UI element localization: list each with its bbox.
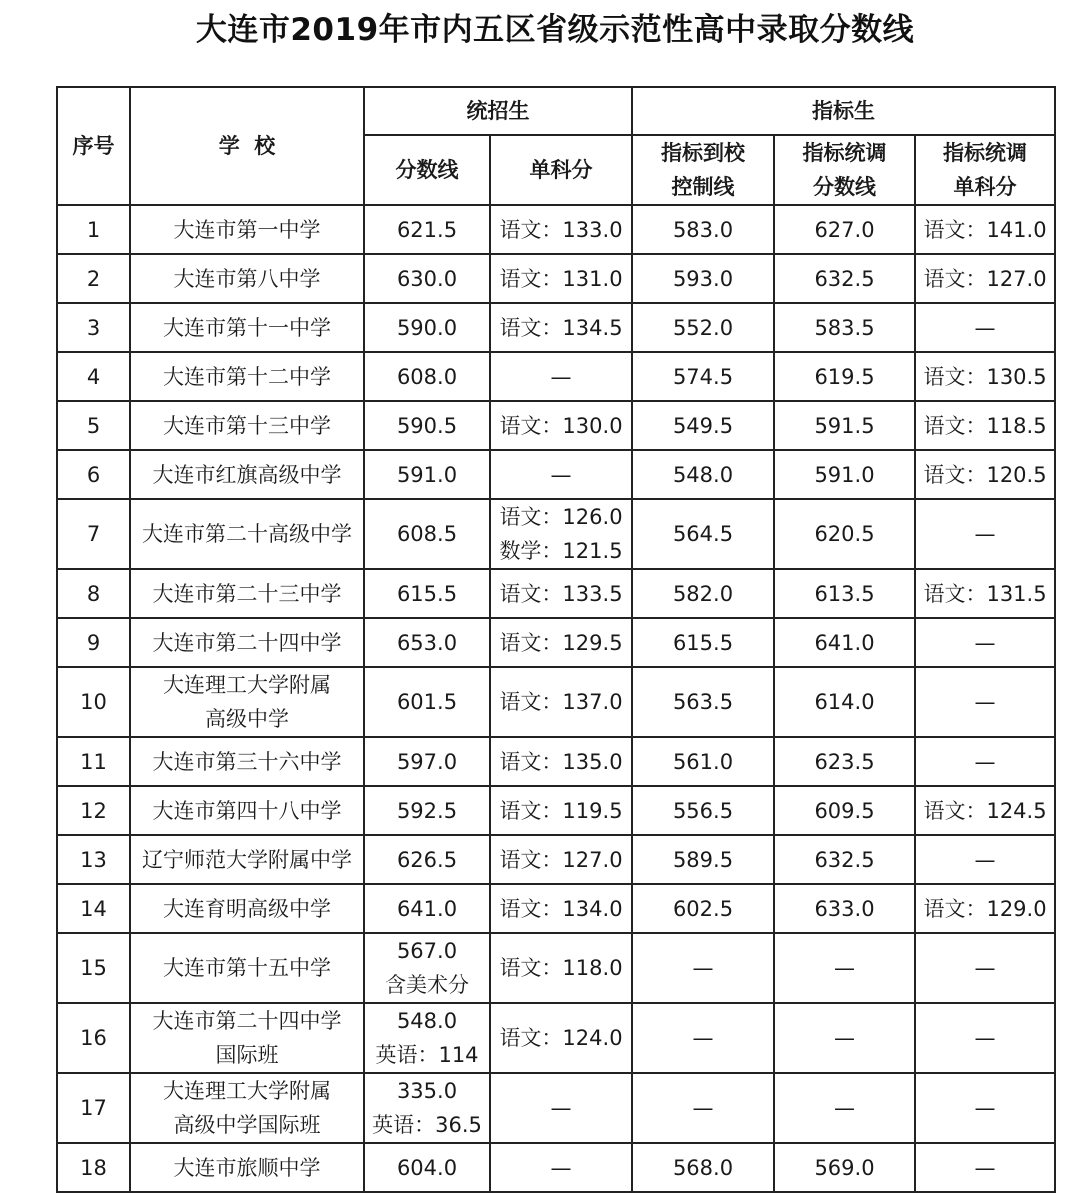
table-row (57, 1073, 1055, 1143)
cell-seq: 13 (57, 835, 130, 884)
cell-school (130, 303, 364, 352)
table-row (57, 884, 1055, 933)
cell-school (130, 499, 364, 569)
cell-score-line (364, 303, 490, 352)
cell-quota-adjust: 623.5 (774, 737, 915, 786)
cell-school-line: 大连理工大学附属 (163, 673, 331, 697)
cell-quota-adjust: 569.0 (774, 1143, 915, 1192)
cell-score-line (364, 1143, 490, 1192)
cell-quota-single: 语文：127.0 (915, 254, 1055, 303)
header-quota-single-line2: 单科分 (953, 175, 1017, 199)
cell-quota-single: — (915, 737, 1055, 786)
cell-score-line (364, 499, 490, 569)
table-row (57, 352, 1055, 401)
cell-single-subject-line: — (550, 1096, 572, 1120)
cell-single-subject (490, 569, 632, 618)
cell-single-subject (490, 499, 632, 569)
cell-school-line: 大连市第二十高级中学 (142, 522, 352, 546)
cell-quota-adjust: 627.0 (774, 205, 915, 254)
cell-seq: 6 (57, 450, 130, 499)
cell-school-line: 大连市红旗高级中学 (152, 462, 342, 487)
cell-quota-single: — (915, 835, 1055, 884)
cell-quota-control: 615.5 (632, 618, 774, 667)
cell-seq: 17 (57, 1073, 130, 1143)
cell-single-subject-line: — (550, 1155, 572, 1180)
cell-score-line-line: 含美术分 (385, 973, 469, 997)
cell-score-line-line: 548.0 (396, 1009, 458, 1033)
cell-single-subject-line: 语文：133.5 (499, 581, 623, 606)
table-row (57, 450, 1055, 499)
cell-score-line-line: 630.0 (396, 266, 458, 291)
cell-score-line-line: 590.0 (396, 315, 458, 340)
cell-single-subject (490, 786, 632, 835)
cell-quota-single: — (915, 303, 1055, 352)
cell-seq: 18 (57, 1143, 130, 1192)
cell-score-line-line: 591.0 (396, 462, 458, 487)
cell-score-line (364, 450, 490, 499)
cell-score-line (364, 352, 490, 401)
cell-score-line (364, 569, 490, 618)
cell-score-line (364, 1003, 490, 1073)
cell-quota-single: — (915, 1003, 1055, 1073)
cell-score-line-line: 590.5 (396, 413, 458, 438)
cell-school (130, 450, 364, 499)
cell-single-subject-line: 语文：126.0 (499, 505, 623, 529)
cell-seq: 10 (57, 667, 130, 737)
cell-score-line-line: 615.5 (396, 581, 458, 606)
cell-single-subject (490, 618, 632, 667)
cell-school-line: 辽宁师范大学附属中学 (142, 847, 352, 872)
table-row (57, 786, 1055, 835)
cell-school-line: 大连市第八中学 (173, 266, 321, 291)
cell-quota-single: — (915, 618, 1055, 667)
cell-score-line (364, 933, 490, 1003)
cell-score-line (364, 1073, 490, 1143)
cell-quota-adjust: 633.0 (774, 884, 915, 933)
header-school: 学 校 (130, 87, 364, 205)
cell-quota-single: — (915, 499, 1055, 569)
cell-score-line (364, 205, 490, 254)
cell-school (130, 786, 364, 835)
cell-quota-single: — (915, 1143, 1055, 1192)
cell-quota-single: 语文：124.5 (915, 786, 1055, 835)
table-row (57, 1003, 1055, 1073)
cell-quota-control: — (632, 1073, 774, 1143)
cell-school (130, 205, 364, 254)
cell-score-line (364, 737, 490, 786)
cell-school (130, 1003, 364, 1073)
cell-school (130, 1073, 364, 1143)
cell-score-line-line: 601.5 (396, 690, 458, 714)
cell-quota-adjust: — (774, 1073, 915, 1143)
cell-quota-single: 语文：130.5 (915, 352, 1055, 401)
cell-quota-adjust: 613.5 (774, 569, 915, 618)
cell-single-subject-line: 语文：134.5 (499, 315, 623, 340)
cell-quota-adjust: — (774, 933, 915, 1003)
cell-seq: 8 (57, 569, 130, 618)
cell-quota-control: 582.0 (632, 569, 774, 618)
cell-single-subject-line: 语文：137.0 (499, 690, 623, 714)
cell-single-subject-line: 语文：130.0 (499, 413, 623, 438)
cell-quota-single: — (915, 1073, 1055, 1143)
cell-score-line-line: 567.0 (396, 939, 458, 963)
cell-quota-single: 语文：129.0 (915, 884, 1055, 933)
cell-quota-single: 语文：120.5 (915, 450, 1055, 499)
cell-quota-adjust: 591.0 (774, 450, 915, 499)
cell-school (130, 884, 364, 933)
cell-school-line: 大连市第一中学 (173, 217, 321, 242)
cell-quota-single: 语文：131.5 (915, 569, 1055, 618)
cell-school (130, 933, 364, 1003)
cell-single-subject (490, 835, 632, 884)
cell-school-line: 大连市第二十四中学 (152, 630, 342, 655)
cell-single-subject (490, 1143, 632, 1192)
cell-score-line-line: 597.0 (396, 749, 458, 774)
table-row (57, 499, 1055, 569)
cell-school-line: 大连市第二十三中学 (152, 581, 342, 606)
cell-score-line-line: 608.0 (396, 364, 458, 389)
cell-quota-control: 561.0 (632, 737, 774, 786)
cell-quota-adjust: — (774, 1003, 915, 1073)
header-group-unified: 统招生 (364, 87, 632, 135)
cell-school (130, 1143, 364, 1192)
table-row (57, 835, 1055, 884)
cell-school (130, 401, 364, 450)
cell-seq: 5 (57, 401, 130, 450)
cell-school-line: 大连理工大学附属 (163, 1079, 331, 1103)
cell-quota-single: 语文：141.0 (915, 205, 1055, 254)
cell-quota-control: 556.5 (632, 786, 774, 835)
cell-single-subject (490, 303, 632, 352)
cell-score-line-line: 621.5 (396, 217, 458, 242)
cell-score-line (364, 835, 490, 884)
cell-single-subject-line: — (550, 364, 572, 389)
cell-school-line: 大连市旅顺中学 (173, 1155, 321, 1180)
cell-quota-control: 548.0 (632, 450, 774, 499)
cell-score-line-line: 641.0 (396, 896, 458, 921)
table-row (57, 303, 1055, 352)
cell-single-subject (490, 450, 632, 499)
table-row (57, 933, 1055, 1003)
cell-single-subject-line: 语文：124.0 (499, 1026, 623, 1050)
cell-score-line-line: 626.5 (396, 847, 458, 872)
cell-single-subject (490, 884, 632, 933)
cell-single-subject-line: 数学：121.5 (499, 539, 623, 563)
cell-score-line (364, 401, 490, 450)
cell-single-subject (490, 667, 632, 737)
cell-quota-single: — (915, 667, 1055, 737)
header-quota-adjust-line2: 分数线 (813, 175, 876, 199)
cell-quota-adjust: 641.0 (774, 618, 915, 667)
cell-single-subject-line: 语文：135.0 (499, 749, 623, 774)
header-score-line: 分数线 (364, 135, 490, 205)
cell-quota-control: — (632, 933, 774, 1003)
cell-school-line: 大连市第十五中学 (163, 956, 331, 980)
admission-score-table (56, 86, 1056, 1193)
cell-seq: 14 (57, 884, 130, 933)
cell-score-line-line: 英语：114 (375, 1043, 479, 1067)
cell-quota-control: 583.0 (632, 205, 774, 254)
cell-quota-control: 589.5 (632, 835, 774, 884)
cell-single-subject-line: 语文：134.0 (499, 896, 623, 921)
cell-school-line: 高级中学国际班 (173, 1113, 321, 1137)
cell-quota-control: 564.5 (632, 499, 774, 569)
cell-seq: 12 (57, 786, 130, 835)
table-row (57, 205, 1055, 254)
cell-school-line: 大连市第四十八中学 (152, 798, 342, 823)
table-row (57, 569, 1055, 618)
cell-single-subject (490, 933, 632, 1003)
header-quota-control-line2: 控制线 (671, 175, 735, 199)
cell-quota-control: 568.0 (632, 1143, 774, 1192)
cell-single-subject-line: — (550, 462, 572, 487)
cell-single-subject (490, 1003, 632, 1073)
cell-single-subject-line: 语文：119.5 (499, 798, 623, 823)
cell-quota-control: 563.5 (632, 667, 774, 737)
cell-quota-control: 602.5 (632, 884, 774, 933)
cell-single-subject (490, 352, 632, 401)
cell-score-line-line: 653.0 (396, 630, 458, 655)
cell-score-line (364, 254, 490, 303)
cell-score-line-line: 592.5 (396, 798, 458, 823)
table-row (57, 737, 1055, 786)
cell-single-subject-line: 语文：118.0 (499, 956, 623, 980)
table-row (57, 401, 1055, 450)
cell-quota-adjust: 620.5 (774, 499, 915, 569)
cell-single-subject (490, 737, 632, 786)
cell-quota-adjust: 632.5 (774, 254, 915, 303)
cell-quota-control: 552.0 (632, 303, 774, 352)
cell-quota-adjust: 614.0 (774, 667, 915, 737)
cell-school (130, 254, 364, 303)
cell-school (130, 352, 364, 401)
cell-school-line: 大连市第十二中学 (163, 364, 331, 389)
cell-quota-adjust: 619.5 (774, 352, 915, 401)
table-row (57, 254, 1055, 303)
cell-single-subject (490, 254, 632, 303)
header-quota-control-line1: 指标到校 (661, 141, 745, 165)
cell-quota-adjust: 632.5 (774, 835, 915, 884)
cell-school (130, 835, 364, 884)
cell-score-line-line: 604.0 (396, 1155, 458, 1180)
page-title: 大连市2019年市内五区省级示范性高中录取分数线 (195, 12, 915, 48)
cell-single-subject-line: 语文：129.5 (499, 630, 623, 655)
cell-single-subject (490, 1073, 632, 1143)
cell-score-line (364, 667, 490, 737)
cell-single-subject-line: 语文：131.0 (499, 266, 623, 291)
cell-school-line: 大连市第三十六中学 (152, 749, 342, 774)
cell-school (130, 737, 364, 786)
cell-quota-single: 语文：118.5 (915, 401, 1055, 450)
cell-seq: 1 (57, 205, 130, 254)
cell-school-line: 高级中学 (205, 707, 289, 731)
cell-score-line-line: 608.5 (396, 522, 458, 546)
header-quota-single (915, 135, 1055, 205)
cell-school (130, 667, 364, 737)
cell-seq: 3 (57, 303, 130, 352)
cell-score-line (364, 786, 490, 835)
cell-seq: 4 (57, 352, 130, 401)
cell-school-line: 国际班 (215, 1043, 279, 1067)
cell-single-subject-line: 语文：133.0 (499, 217, 623, 242)
header-seq: 序号 (57, 87, 130, 205)
cell-seq: 15 (57, 933, 130, 1003)
cell-score-line-line: 335.0 (396, 1079, 458, 1103)
cell-score-line-line: 英语：36.5 (372, 1113, 482, 1137)
cell-quota-adjust: 583.5 (774, 303, 915, 352)
cell-score-line (364, 884, 490, 933)
cell-quota-control: 593.0 (632, 254, 774, 303)
cell-seq: 16 (57, 1003, 130, 1073)
cell-school-line: 大连育明高级中学 (163, 896, 331, 921)
cell-quota-control: 549.5 (632, 401, 774, 450)
cell-quota-control: — (632, 1003, 774, 1073)
cell-single-subject-line: 语文：127.0 (499, 847, 623, 872)
cell-quota-control: 574.5 (632, 352, 774, 401)
header-group-quota: 指标生 (632, 87, 1055, 135)
cell-quota-adjust: 591.5 (774, 401, 915, 450)
table-row (57, 1143, 1055, 1192)
cell-single-subject (490, 401, 632, 450)
cell-quota-single: — (915, 933, 1055, 1003)
cell-school-line: 大连市第十三中学 (163, 413, 331, 438)
header-quota-single-line1: 指标统调 (943, 141, 1028, 165)
cell-school-line: 大连市第十一中学 (163, 315, 331, 340)
header-quota-adjust-line1: 指标统调 (802, 141, 887, 165)
cell-school (130, 618, 364, 667)
header-quota-adjust (774, 135, 915, 205)
header-single-subject: 单科分 (490, 135, 632, 205)
cell-quota-adjust: 609.5 (774, 786, 915, 835)
cell-school-line: 大连市第二十四中学 (152, 1009, 342, 1033)
cell-single-subject (490, 205, 632, 254)
cell-seq: 11 (57, 737, 130, 786)
cell-seq: 9 (57, 618, 130, 667)
table-row (57, 667, 1055, 737)
cell-seq: 2 (57, 254, 130, 303)
header-quota-control (632, 135, 774, 205)
cell-seq: 7 (57, 499, 130, 569)
table-body (57, 205, 1055, 1192)
cell-school (130, 569, 364, 618)
table-row (57, 618, 1055, 667)
cell-score-line (364, 618, 490, 667)
